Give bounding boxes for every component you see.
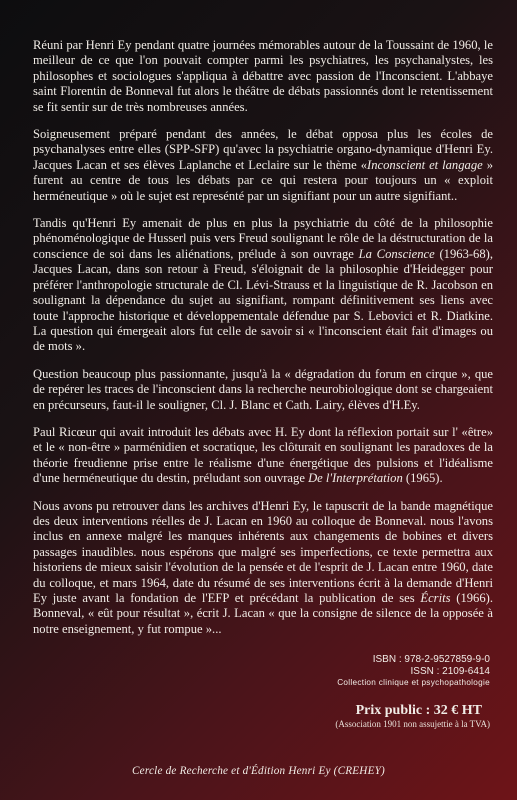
price <box>356 703 482 719</box>
isbn: ISBN : 978-2-9527859-9-0 <box>372 654 490 665</box>
price-label: Prix public : <box>355 703 431 718</box>
issn: ISSN : 2109-6414 <box>410 665 490 677</box>
title-inconscient-et-langage: Inconscient et langage <box>367 157 483 172</box>
blurb-text <box>33 38 493 637</box>
paragraph-1: Réuni par Henri Ey pendant quatre journées mémorables autour de la Toussaint de 1960, le meilleur de ce que l'on pouvait compter parmi les psychiatres, les psychanalystes, les philosophes et sociologues s'appliqua à débattre avec passion de l'Inconscient. L'abbaye saint Florentin de Bonneval fut alors le théâtre de débats passionnés dont le retentissement se fit sentir sur de très nombreuses années. <box>33 38 493 114</box>
price-value: 32 € HT <box>433 703 482 718</box>
title-de-l-interpretation: De l'Interprétation <box>308 471 403 486</box>
collection-name: Collection clinique et psychopathologie <box>337 678 490 687</box>
paragraph-4: Question beaucoup plus passionnante, jusqu'à la « dégradation du forum en cirque », que de repérer les traces de l'inconscient dans la recherche neurobiologique dont se chargeaient en précurseurs, faut-il le souligner, Cl. J. Blanc et Cath. Lairy, élèves d'H.Ey. <box>33 366 493 412</box>
paragraph-5: Paul Ricœur qui avait introduit les débats avec H. Ey dont la réflexion portait sur l' «être» et le « non-être » parménidien et socratique, les clôturait en soulignant les paradoxes de la théorie freudienne prise entre le réalisme d'une énergétique des pulsions et l'idéalisme d'une herméneutique du destin, préludant son ouvrage De l'Interprétation (1965). <box>33 424 493 486</box>
title-la-conscience: La Conscience <box>358 246 435 261</box>
paragraph-3: Tandis qu'Henri Ey amenait de plus en plus la psychiatrie du côté de la philosophie phénoménologique de Husserl puis vers Freud soulignant le rôle de la déstructuration de la conscience de soi dans les aliénations, prélude à son ouvrage La Conscience (1963-68), Jacques Lacan, dans son retour à Freud, s'éloignait de la philosophie d'Heidegger pour préférer l'anthropologie structurale de Cl. Lévi-Strauss et la linguistique de R. Jacobson en soulignant la dépendance du sujet au signifiant, rompant définitivement ses liens avec toute l'approche historique et développementale défendue par S. Lebovici et R. Diatkine. La question qui émergeait alors fut celle de savoir si « l'inconscient était fait d'images ou de mots ». <box>33 216 493 354</box>
paragraph-6: Nous avons pu retrouver dans les archives d'Henri Ey, le tapuscrit de la bande magnétique des deux interventions réelles de J. Lacan en 1960 au colloque de Bonneval. nous l'avons inclus en annexe malgré les manques inhérents aux changements de bobines et divers passages inaudibles. nous espérons que malgré ses imperfections, ce texte permettra aux historiens de mieux saisir l'évolution de la pensée et de l'esprit de J. Lacan entre 1960, date du colloque, et mars 1964, date du résumé de ses interventions écrit à la demande d'Henri Ey juste avant la fondation de l'EFP et précédant la publication de ses Écrits (1966). Bonneval, « eût pour résultat », écrit J. Lacan « que la consigne de silence de la opposée à notre enseignement, y fut rompue »... <box>33 498 493 636</box>
publisher-name: Cercle de Recherche et d'Édition Henri Ey (CREHEY) <box>132 765 385 777</box>
paragraph-2: Soigneusement préparé pendant des années, le débat opposa plus les écoles de psychanalyses entre elles (SPP-SFP) qu'avec la psychiatrie organo-dynamique d'Henri Ey. Jacques Lacan et ses élèves Laplanche et Leclaire sur le thème «Inconscient et langage » furent au centre de tous les débats par ce qui restera pour toujours un « exploit herméneutique » où le sujet est represénté par un signifiant pour un autre signifiant.. <box>33 127 493 203</box>
isbn-block <box>337 654 490 689</box>
title-ecrits: Écrits <box>420 591 451 605</box>
association-note: (Association 1901 non assujettie à la TVA) <box>335 719 490 729</box>
